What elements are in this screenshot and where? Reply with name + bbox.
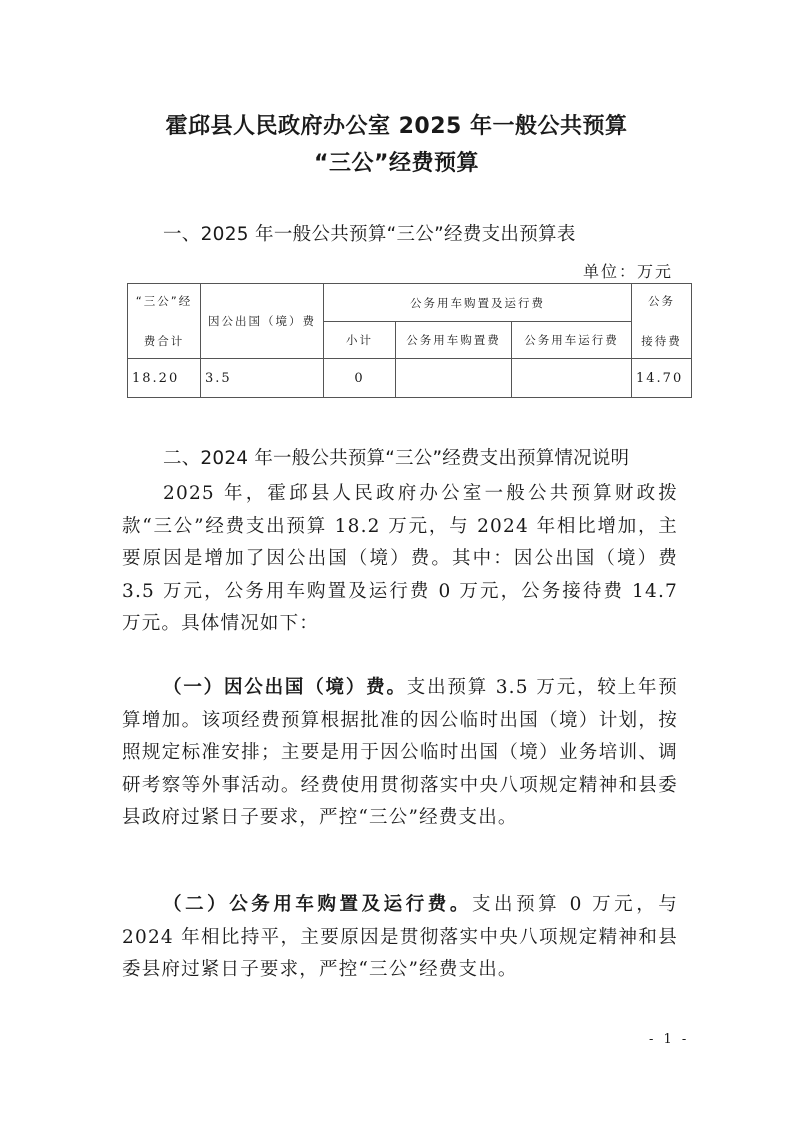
document-title-line1: 霍邱县人民政府办公室 2025 年一般公共预算 bbox=[165, 114, 628, 139]
page-number: - 1 - bbox=[649, 1032, 690, 1047]
header-total-line1: “三公”经 bbox=[135, 294, 193, 308]
header-vehicle-operation: 公务用车运行费 bbox=[512, 322, 632, 359]
header-reception bbox=[632, 284, 692, 359]
unit-label: 单位：万元 bbox=[582, 262, 673, 281]
header-vehicle-purchase: 公务用车购置费 bbox=[396, 322, 512, 359]
intro-paragraph bbox=[122, 478, 678, 641]
item1-text: 支出预算 3.5 万元，较上年预算增加。该项经费预算根据批准的因公临时出国（境）计划，按照规定标准安排；主要是用于因公临时出国（境）业务培训、调研考察等外事活动。经费使用贯彻落实中央八项规定精神和县委县政府过紧日子要求，严控“三公”经费支出。 bbox=[122, 677, 679, 828]
item2-text: 支出预算 0 万元，与 2024 年相比持平，主要原因是贯彻落实中央八项规定精神和县委县府过紧日子要求，严控“三公”经费支出。 bbox=[122, 894, 678, 980]
cell-vehicle-subtotal: 0 bbox=[324, 359, 396, 398]
item2-label: （二）公务用车购置及运行费。 bbox=[163, 894, 472, 915]
header-abroad: 因公出国（境）费 bbox=[201, 284, 324, 359]
cell-vehicle-purchase bbox=[396, 359, 512, 398]
cell-total: 18.20 bbox=[128, 359, 201, 398]
section2-heading: 二、2024 年一般公共预算“三公”经费支出预算情况说明 bbox=[163, 448, 630, 469]
header-vehicle-subtotal: 小计 bbox=[324, 322, 396, 359]
cell-reception: 14.70 bbox=[632, 359, 692, 398]
cell-abroad: 3.5 bbox=[201, 359, 324, 398]
item2-paragraph bbox=[122, 889, 678, 987]
header-vehicle-group: 公务用车购置及运行费 bbox=[324, 284, 632, 322]
section1-heading: 一、2025 年一般公共预算“三公”经费支出预算表 bbox=[163, 224, 576, 245]
cell-vehicle-operation bbox=[512, 359, 632, 398]
header-reception-line2: 接待费 bbox=[641, 334, 682, 348]
item1-label: （一）因公出国（境）费。 bbox=[163, 677, 407, 698]
item1-paragraph bbox=[122, 672, 678, 835]
header-reception-line1: 公务 bbox=[648, 294, 675, 308]
intro-text: 2025 年，霍邱县人民政府办公室一般公共预算财政拨款“三公”经费支出预算 18.2 万元，与 2024 年相比增加，主要原因是增加了因公出国（境）费。其中：因公出国（境）费 3.5 万元，公务用车购置及运行费 0 万元，公务接待费 14.7 万元。具体情况如下： bbox=[122, 483, 678, 634]
header-total-line2: 费合计 bbox=[143, 334, 185, 348]
budget-table bbox=[127, 283, 692, 398]
header-total bbox=[128, 284, 201, 359]
document-title-line2: “三公”经费预算 bbox=[314, 151, 479, 176]
table-row bbox=[128, 359, 692, 398]
